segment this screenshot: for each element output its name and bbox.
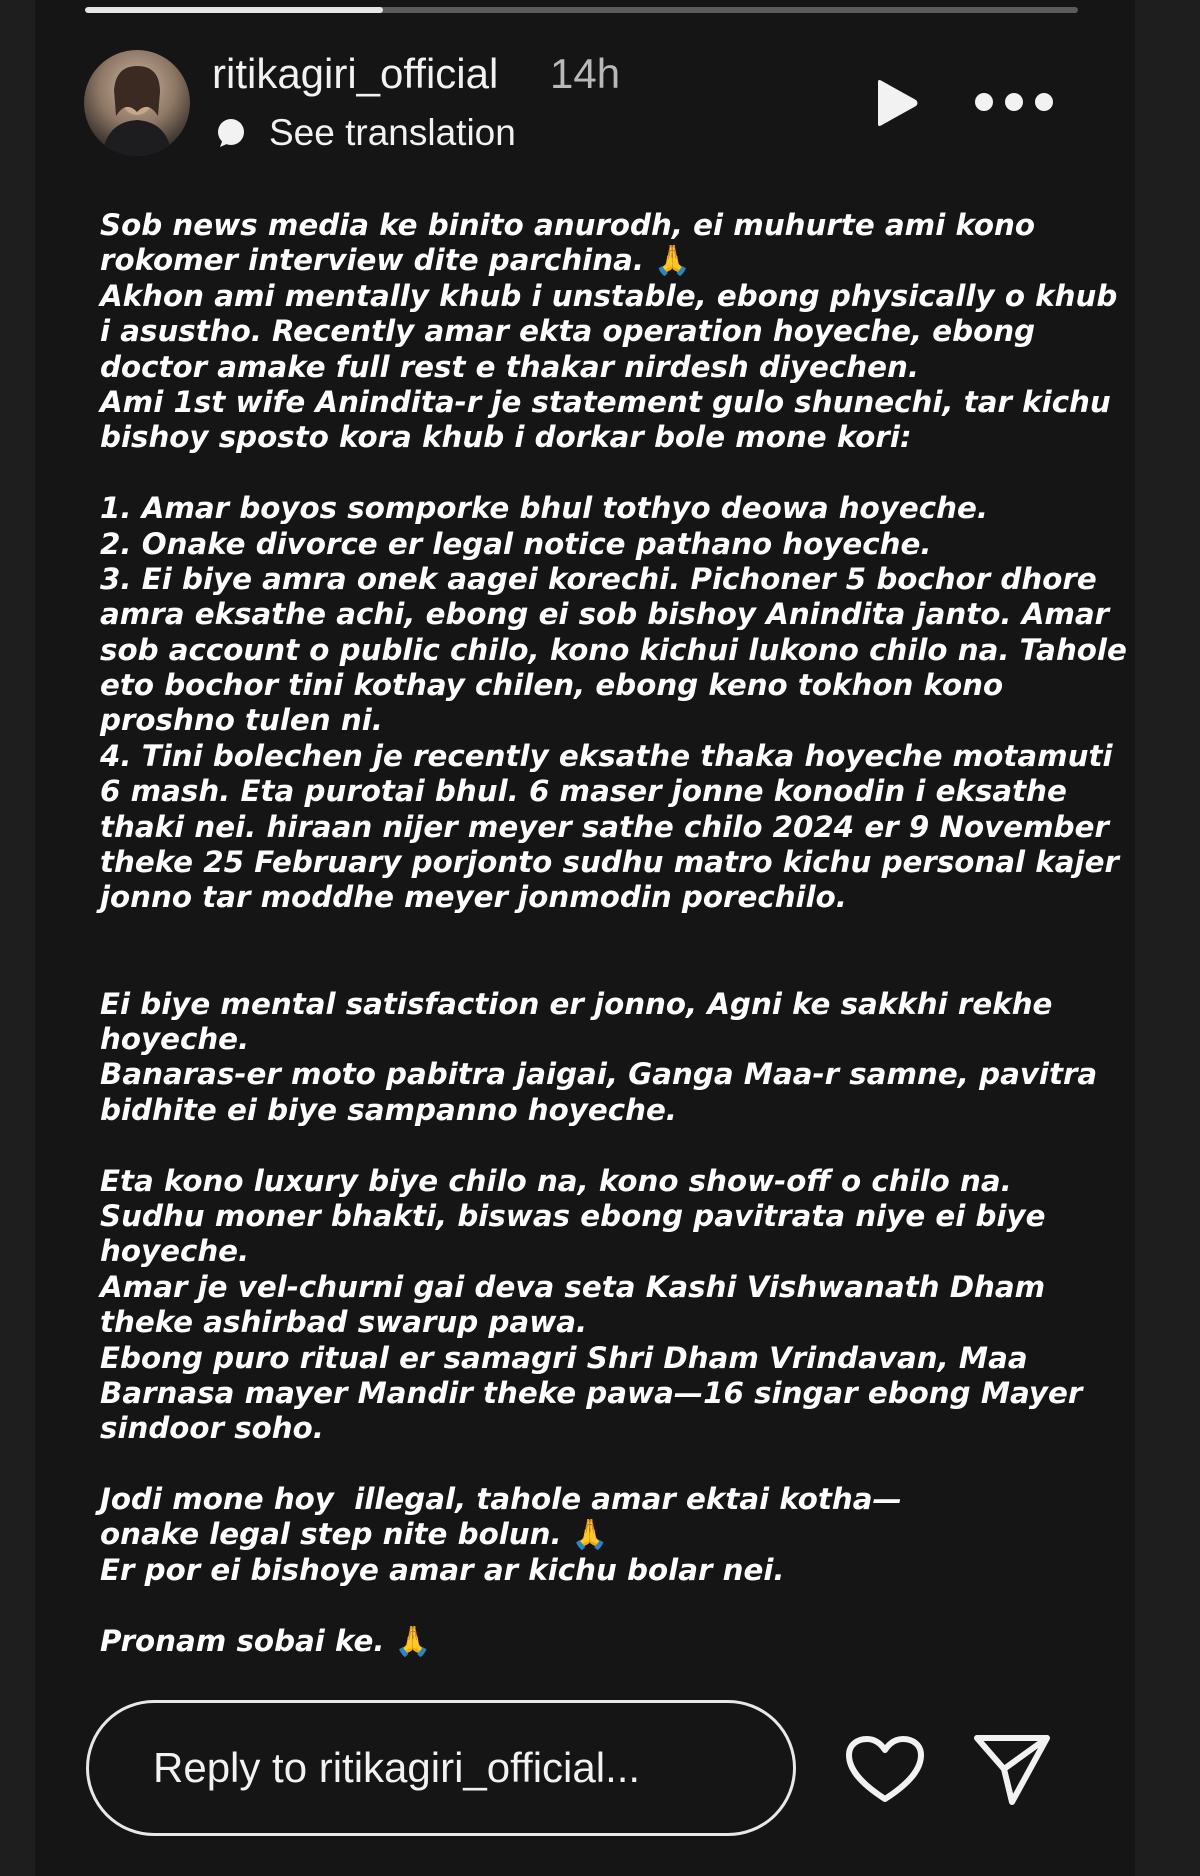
caption-line: onake legal step nite bolun. 🙏 xyxy=(100,1517,609,1552)
caption-line: Sudhu moner bhakti, biswas ebong pavitrata niye ei biye xyxy=(100,1198,1046,1233)
paragraph-gap xyxy=(100,1447,1100,1482)
caption-line: hoyeche. xyxy=(100,1022,250,1056)
caption-line: theke ashirbad swarup pawa. xyxy=(100,1305,588,1340)
caption-line: Pronam sobai ke. 🙏 xyxy=(100,1623,432,1658)
caption-line: bishoy sposto kora khub i dorkar bole mone kori: xyxy=(100,420,912,455)
folded-hands-emoji: 🙏 xyxy=(394,1623,432,1658)
caption-line: rokomer interview dite parchina. 🙏 xyxy=(100,243,691,278)
chat-bubble-icon xyxy=(215,117,247,149)
caption-line: Akhon ami mentally khub i unstable, ebong physically o khub xyxy=(100,278,1118,313)
paragraph-gap xyxy=(100,916,1100,987)
more-options-button[interactable] xyxy=(975,88,1053,116)
caption-line: 3. Ei biye amra onek aagei korechi. Pichoner 5 bochor dhore xyxy=(100,561,1097,596)
folded-hands-emoji: 🙏 xyxy=(654,243,691,278)
story-caption xyxy=(100,208,1127,1659)
reply-input[interactable] xyxy=(86,1700,796,1836)
caption-line: Sob news media ke binito anurodh, ei muhurte ami kono xyxy=(100,208,1035,242)
caption-line: theke 25 February porjonto sudhu matro kichu personal kajer xyxy=(100,845,1119,880)
caption-line: 2. Onake divorce er legal notice pathano hoyeche. xyxy=(100,526,932,561)
caption-line: Banaras-er moto pabitra jaigai, Ganga Maa-r samne, pavitra xyxy=(100,1057,1098,1092)
caption-line: doctor amake full rest e thakar nirdesh diyechen. xyxy=(100,349,920,384)
caption-line: Ebong puro ritual er samagri Shri Dham Vrindavan, Maa xyxy=(100,1340,1028,1375)
folded-hands-emoji: 🙏 xyxy=(571,1517,609,1552)
caption-line: 4. Tini bolechen je recently eksathe thaka hoyeche motamuti xyxy=(100,738,1113,773)
heart-icon[interactable] xyxy=(845,1735,925,1805)
caption-line: Eta kono luxury biye chilo na, kono show-off o chilo na. xyxy=(100,1163,1012,1198)
paragraph-gap xyxy=(100,1588,1100,1623)
caption-line: Barnasa mayer Mandir theke pawa—16 singar ebong Mayer xyxy=(100,1375,1083,1410)
caption-line: sindoor soho. xyxy=(100,1411,324,1446)
see-translation-label: See translation xyxy=(269,112,516,153)
username[interactable]: ritikagiri_official xyxy=(212,50,499,97)
caption-line: Ami 1st wife Anindita-r je statement gulo shunechi, tar kichu xyxy=(100,384,1111,419)
see-translation-button[interactable] xyxy=(215,112,516,154)
send-icon[interactable] xyxy=(972,1733,1052,1807)
caption-line: Amar je vel-churni gai deva seta Kashi Vishwanath Dham xyxy=(100,1269,1046,1304)
avatar-image xyxy=(84,50,190,156)
caption-line: Er por ei bishoye amar ar kichu bolar nei. xyxy=(100,1552,785,1587)
caption-line: 1. Amar boyos somporke bhul tothyo deowa hoyeche. xyxy=(100,491,988,526)
caption-line: bidhite ei biye sampanno hoyeche. xyxy=(100,1092,677,1127)
caption-line: thaki nei. hiraan nijer meyer sathe chilo 2024 er 9 November xyxy=(100,809,1109,844)
story-progress-fill xyxy=(85,7,383,13)
profile-avatar[interactable] xyxy=(84,50,190,156)
paragraph-gap xyxy=(100,1128,1100,1163)
caption-line: i asustho. Recently amar ekta operation hoyeche, ebong xyxy=(100,314,1036,349)
caption-line: Jodi mone hoy illegal, tahole amar ektai kotha— xyxy=(100,1482,902,1517)
paragraph-gap xyxy=(100,456,1100,491)
more-dots-icon xyxy=(975,93,993,111)
caption-line: amra eksathe achi, ebong ei sob bishoy Anindita janto. Amar xyxy=(100,597,1110,632)
more-dots-icon xyxy=(1035,93,1053,111)
play-icon[interactable] xyxy=(870,78,920,128)
caption-line: Ei biye mental satisfaction er jonno, Agni ke sakkhi rekhe xyxy=(100,986,1053,1021)
story-progress-bar xyxy=(85,7,1078,13)
post-timestamp: 14h xyxy=(550,50,621,97)
caption-line: eto bochor tini kothay chilen, ebong keno tokhon kono xyxy=(100,668,1004,703)
caption-line: jonno tar moddhe meyer jonmodin porechilo. xyxy=(100,880,847,915)
more-dots-icon xyxy=(1005,93,1023,111)
caption-line: 6 mash. Eta purotai bhul. 6 maser jonne konodin i eksathe xyxy=(100,774,1067,809)
caption-line: hoyeche. xyxy=(100,1234,250,1269)
caption-line: proshno tulen ni. xyxy=(100,703,383,738)
caption-line: sob account o public chilo, kono kichui lukono chilo na. Tahole xyxy=(100,632,1127,667)
